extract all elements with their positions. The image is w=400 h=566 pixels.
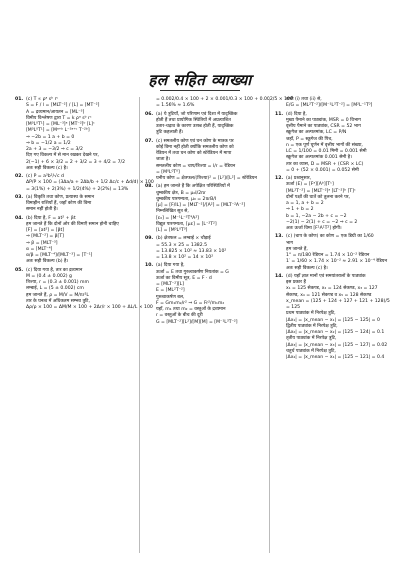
answer-block [275, 273, 390, 362]
solution-line: ⇒ 1 + b = 2 [286, 207, 314, 213]
solution-line: मुख्य पैमाने का पाठ्यांक, MSR = 0 विभाग [286, 117, 361, 123]
solution-line: [M⁰L⁰T¹] = [ML⁻³]ᵃ [MT⁻²]ᵇ [L]ᶜ [26, 122, 95, 127]
solution-line: −2(1) − 2(1) + c = −2 ⇒ c = 2 [286, 219, 358, 225]
question-number: 08. [145, 184, 154, 190]
solution-line: चतुर्थ पाठ्यांक में निरपेक्ष त्रुटि, [286, 348, 336, 354]
question-number: 06. [145, 111, 154, 117]
solution-line: n = एक पूर्ण घूर्णन में वृत्तीय भागों की संख्या, [286, 142, 363, 148]
question-number: 14. [275, 273, 284, 279]
solution-line: |Δx₃| = |x_mean − x₃| = |125 − 127| = 0.02 [286, 342, 388, 348]
answer-block [15, 97, 133, 172]
solution-line: जाता है। [156, 157, 171, 163]
solution-line: (c) T ∝ ρᵃ sᵇ rᶜ [26, 97, 59, 102]
column-3 [275, 97, 390, 553]
solution-line: ⇒ b = −1/2 a = 1/2 [26, 140, 71, 146]
answer-block [145, 139, 263, 183]
solution-line: = 55.3 × 25 = 1382.5 [156, 242, 207, 248]
answer-block [15, 195, 133, 214]
answer-head [145, 184, 263, 190]
solution-line: A = द्रव्यमान/आयतन = [ML⁻³] [26, 109, 85, 115]
solution-line: गुरुत्वाकर्षण बल, [156, 294, 185, 300]
solution-line: त्रिज्या, r = (0.3 ± 0.001) mm [26, 280, 90, 285]
solution-line: दिए गए विकल्प में से मान रखकर देखने पर, [26, 153, 99, 159]
solution-line: G = [MLT⁻²][L²]/[M][M] = [M⁻¹L³T⁻²] [156, 319, 238, 325]
solution-line: (c) समतलीय कोण एवं घन कोण के मात्रक पर [156, 138, 234, 144]
question-number: 01. [15, 97, 24, 102]
solution-line: = 125 [286, 305, 301, 310]
solution-line: विमाहीन राशियाँ हैं, जहाँ कोण की विमा [26, 201, 92, 206]
solution-line: = 13.8 × 10² = 14 × 10² [156, 255, 214, 260]
solution-line: (d) दिया है, [286, 111, 307, 117]
solution-line: (c) P = a³b²/√c d [26, 174, 64, 179]
answer-head [145, 263, 263, 269]
question-number: 13. [275, 234, 284, 240]
answer-head [145, 112, 263, 118]
solution-line: = 0.002/0.4 × 100 + 2 × 0.001/0.3 × 100 + 0.002/5 × 100 [156, 97, 293, 102]
solution-line: चुम्बकीय क्षेत्र, B = μ₀I/2πr [156, 190, 206, 196]
solution-line: [μ] = [F/IL] = [MLT⁻²]/[A²] = [MLT⁻²A⁻²] [156, 203, 246, 208]
solution-line: तार का व्यास, D = MSR + (CSR × LC) [286, 161, 364, 167]
solution-line: उतार-चढ़ाव के कारण उत्पन्न होती हैं, यादृच्छिक [156, 124, 234, 129]
solution-line: x₁ = 125 सेकण्ड, x₂ = 124 सेकण्ड, x₃ = 127 [286, 286, 378, 292]
solution-line: 1′ = 1/60 × 1.74 × 10⁻² ≈ 2.91 × 10⁻⁴ रेडियन [286, 259, 388, 265]
solution-line: b = 1, −2a − 2b + c = −2 [286, 213, 347, 219]
solution-line: F = Gm₁m₂/r² ⇒ G = Fr²/m₁m₂ [156, 300, 225, 306]
solution-line: E/G = [ML²T⁻²]/[M⁻¹L³T⁻²] = [M²L⁻¹T⁰] [286, 103, 373, 109]
solution-line: हम जानते हैं कि दोनों ओर की विमाएँ समान होनी चाहिए [26, 221, 119, 227]
answer-block [145, 263, 263, 326]
solution-line: (d) यहाँ ज्ञात मानों एवं समयांतरालों के पाठ्यांक [286, 273, 366, 279]
solution-line: ΔP/P × 100 = (3Δa/a + 2Δb/b + 1/2 Δc/c + Δd/d) × 100 [26, 180, 154, 186]
solution-line: ⇒ β = [MLT⁻³] [26, 240, 58, 246]
solution-line: (a) दिया गया है, [156, 263, 185, 269]
question-number: 04. [15, 215, 24, 221]
solution-line: अतः सही विकल्प (b) है। [26, 259, 69, 265]
solution-line: होती हैं तथा प्रायोगिक स्थितियों में अप्रत्याशित [156, 117, 231, 123]
solution-line: (c) (चाप के कोण) का कोण = एक डिग्री का 1/60 [286, 234, 374, 240]
solution-line: (b) दिया है, F = at² + βt [26, 215, 76, 221]
question-number: 02. [15, 174, 24, 179]
solution-line: दोनों पक्षों की घातें को तुलना करने पर, [286, 194, 351, 200]
solution-line: चुम्बकीय पारगम्यता, μ₀ = 2πrB/I [156, 196, 217, 202]
answer-block [15, 216, 133, 266]
solution-line: समतलीय कोण = चाप/त्रिज्या = l/r = रेडियन [156, 163, 236, 169]
solution-line: [L] = [M⁰L⁰T⁰] [156, 228, 188, 233]
solution-line: ऊर्जा (E) = [Fᵃ][Aᵇ][Tᶜ] [286, 182, 334, 188]
answer-head [275, 112, 387, 118]
solution-line: वृत्तीय पैमाने का पाठ्यांक, CSR = 52 भाग [286, 124, 361, 129]
solution-line: लम्बाई, L = (5 ± 0.002) cm [26, 286, 84, 292]
solution-line: सभी (i) तथा (ii) से, [286, 97, 322, 102]
solution-line: (c) दिया गया है, तार का द्रव्यमान [26, 267, 83, 273]
solution-line: ⇒ [MLT⁻²] = β[T] [26, 234, 64, 240]
solution-line: = 13.825 × 10² ≈ 13.83 × 10² [156, 248, 227, 254]
solution-line: निम्नलिखित सूत्र से, [156, 209, 189, 215]
solution-line: हम जानते हैं, ρ = M/V = M/πr²L [26, 292, 89, 298]
solution-line: (a) हम जानते हैं कि अपेक्षित परिस्थितियों में [156, 184, 230, 190]
question-number: 07. [145, 138, 154, 144]
column-divider [139, 97, 140, 553]
solution-line: अतः सही विकल्प (c) है। [286, 265, 328, 271]
question-number: 10. [145, 263, 154, 269]
solution-line: S = F / l = [MLT⁻²] / [L] = [MT⁻²] [26, 103, 100, 109]
answer-block [145, 97, 293, 110]
solution-line: M = (0.4 ± 0.002) g [26, 273, 72, 279]
solution-line: = [M⁰L⁰T⁰] [156, 169, 180, 175]
question-number: 12. [275, 176, 284, 181]
solution-line: यहाँ, m₁ तथा m₂ = वस्तुओं के द्रव्यमान [156, 307, 226, 312]
solution-line: 2a + 3 = −3/2 ⇒ c = 3/2 [26, 147, 83, 152]
page-title: हल सहित व्याख्या [148, 71, 252, 89]
solution-line: E = [ML²T⁻²] [156, 288, 185, 294]
solution-line: अतः सही विकल्प (c) है। [26, 165, 68, 171]
solution-line: ⇒ −2b = 1 a + b = 0 [26, 134, 75, 140]
answer-head [145, 139, 263, 145]
answer-block [145, 112, 263, 137]
question-number: 03. [15, 194, 24, 200]
solution-line: घनीय कोण = क्षेत्रफल/(त्रिज्या)² = [L²]/[L²] = स्टेरेडियन [156, 176, 257, 181]
answer-block [275, 176, 387, 232]
answer-block [275, 112, 387, 175]
solution-line: स्क्रूगेज का अल्पतमांक, LC = P/N [286, 130, 347, 136]
solution-line: विमीय विश्लेषण द्वारा T = k ρᵃ sᵇ rᶜ [26, 115, 92, 121]
solution-line: |Δx₄| = |x_mean − x₄| = |125 − 121| = 0.4 [286, 355, 385, 360]
solution-line: रेडियन में तथा घन कोण को स्टेरेडियन में मापा [156, 151, 232, 156]
solution-line: त्रुटि कहलाती हैं। [156, 130, 184, 136]
answer-head [275, 234, 387, 240]
solution-line: (b) क्षेत्रफल = लम्बाई × चौड़ाई [156, 236, 211, 242]
column-divider [269, 97, 270, 553]
answer-head [15, 268, 133, 274]
solution-line: = 0 + (52 × 0.001) = 0.052 सेमी [286, 167, 359, 173]
solution-line: हम जानते हैं, [286, 246, 308, 252]
question-number: 09. [145, 236, 154, 242]
solution-line: समान नहीं होती हैं। [26, 207, 58, 213]
solution-line: अतः ऊर्जा विमा [F¹A¹T²] होगी। [286, 226, 342, 231]
answer-block [275, 234, 387, 272]
answer-head [145, 236, 263, 242]
solution-line: [ε₀] = [M⁻¹L⁻³T⁴A²] [156, 215, 199, 221]
question-number: 05. [15, 267, 24, 273]
solution-line: α = [MLT⁻⁴] [26, 246, 53, 252]
answer-block [15, 267, 153, 312]
solution-line: स्क्रूगेज का अल्पतमांक 0.001 सेमी है। [286, 155, 352, 161]
solution-line: इस प्रकार हैं [286, 280, 306, 285]
solution-line: [ML²T⁻²] = [MLT⁻²]ᵃ [LT⁻²]ᵇ [T]ᶜ [286, 188, 356, 194]
answer-block [145, 184, 263, 234]
solution-line: = 1.56% ≈ 1.6% [156, 103, 195, 109]
solution-line: जहाँ, P = स्क्रूगेज की पिच, [286, 136, 333, 142]
solution-line: तार के घनत्व में अधिकतम सम्भव त्रुटि, [26, 298, 90, 304]
solution-line: सेकण्ड, x₄ = 121 सेकण्ड व x₅ = 128 सेकण्ड [286, 292, 372, 298]
solution-line: [M⁰L⁰T¹] = [Mᵃ⁺ᵇ L⁻³ᵃ⁺ᶜ T⁻²ᵇ] [26, 128, 90, 134]
solution-line: [F] = [at²] = [βt] [26, 228, 65, 233]
solution-line: |Δx₁| = |x_mean − x₁| = |125 − 125| = 0 [286, 317, 380, 323]
solution-line: भाग [286, 240, 294, 246]
title-underline [160, 90, 240, 91]
solution-line: = [MLT⁻²][L] [156, 282, 184, 287]
solution-line: (a) प्रश्नानुसार, [286, 176, 312, 181]
answer-block [275, 97, 387, 110]
solution-line: द्वितीय पाठ्यांक में निरपेक्ष त्रुटि, [286, 323, 338, 329]
answer-block [145, 236, 263, 261]
question-number: 11. [275, 111, 284, 117]
solution-line: a = 1, a + b = 2 [286, 201, 324, 206]
solution-line: α/β = [MLT⁻⁴]/[MLT⁻³] = [T⁻¹] [26, 253, 93, 258]
question-number [145, 97, 154, 103]
solution-line: |Δx₂| = |x_mean − x₂| = |125 − 124| = 0.1 [286, 330, 385, 335]
solution-line: (a) विकृति तथा कोण, प्रत्यास्थ के समान [26, 194, 95, 200]
solution-line: LC = 1/100 = 0.01 मिमी = 0.001 सेमी [286, 149, 367, 154]
question-number [275, 97, 284, 103]
solution-line: r = वस्तुओं के बीच की दूरी [156, 313, 203, 319]
solution-line: Δρ/ρ × 100 = ΔM/M × 100 + 2Δr/r × 100 + ΔL/L × 100 [26, 305, 153, 310]
solution-line: (a) ये त्रुटियाँ, जो परिणाम एवं दिशा में यादृच्छिक [156, 111, 238, 117]
answer-head [15, 216, 133, 222]
solution-line: विद्युत पारगम्यता, [με] = [L⁻²T²] [156, 221, 217, 227]
solution-line: ऊर्जा = E तथा गुरुत्वाकर्षण नियतांक = G [156, 269, 229, 275]
solution-line: = 3(1%) + 2(3%) + 1/2(4%) + 2(2%) = 13% [26, 186, 129, 192]
solution-line: तृतीय पाठ्यांक में निरपेक्ष त्रुटि, [286, 336, 337, 342]
solution-line: x_mean = (125 + 124 + 127 + 121 + 128)/5 [286, 298, 390, 304]
solution-line: 2(−1) + 6 × 3/2 = 2 + 3/2 = 3 + 4/2 = 7/2 [26, 159, 126, 165]
solution-line: प्रथम पाठ्यांक में निरपेक्ष त्रुटि, [286, 311, 336, 317]
solution-line: 1° = π/180 रेडियन = 1.74 × 10⁻² रेडियन [286, 253, 370, 258]
solution-line: कोई विमा नहीं होती क्योंकि समतलीय कोण को [156, 144, 234, 150]
solution-line: ऊर्जा का विमीय सूत्र, E = F · d [156, 275, 212, 281]
